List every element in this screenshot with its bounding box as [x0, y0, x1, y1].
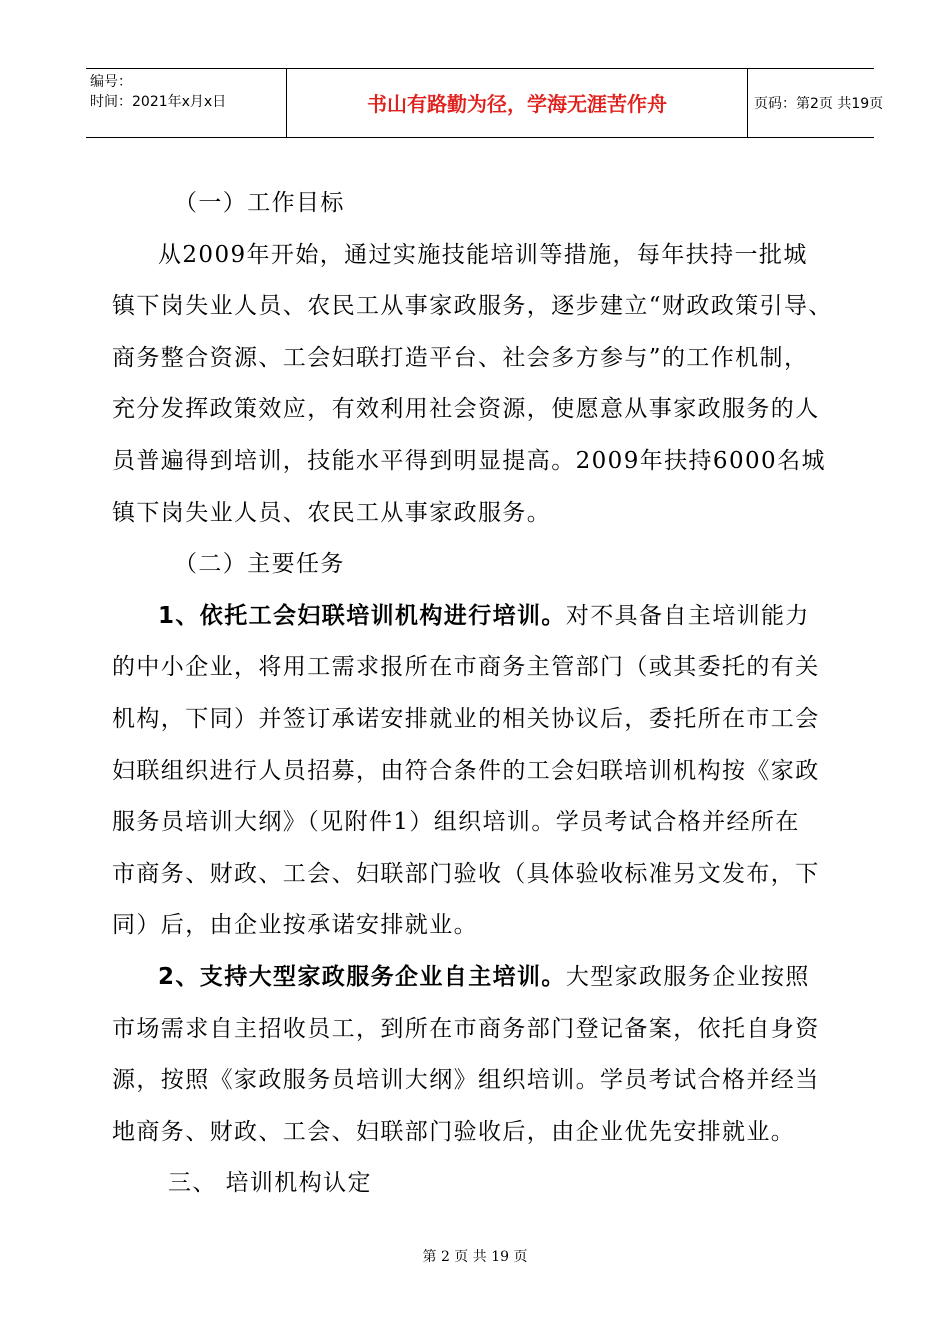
paragraph-line: 机构，下同）并签订承诺安排就业的相关协议后，委托所在市工会 [112, 705, 820, 732]
task-item-1-title: 1、依托工会妇联培训机构进行培训。 [158, 602, 566, 629]
header-motto: 书山有路勤为径，学海无涯苦作舟 [367, 92, 667, 116]
task-item-2-first-line [112, 952, 852, 1004]
task-item-1-first-line [112, 591, 852, 643]
paragraph-line: 市商务、财政、工会、妇联部门验收（具体验收标准另文发布，下 [112, 860, 820, 887]
paragraph-line: 服务员培训大纲》（见附件1）组织培训。学员考试合格并经所在 [112, 809, 800, 836]
paragraph-line: 的中小企业，将用工需求报所在市商务主管部门（或其委托的有关 [112, 654, 820, 681]
paragraph-line: 镇下岗失业人员、农民工从事家政服务，逐步建立“财政政策引导、 [112, 293, 833, 320]
paragraph-line: 充分发挥政策效应，有效利用社会资源，使愿意从事家政服务的人 [112, 396, 820, 423]
paragraph-line: 源，按照《家政服务员培训大纲》组织培训。学员考试合格并经当 [112, 1067, 820, 1094]
paragraph-line: 地商务、财政、工会、妇联部门验收后，由企业优先安排就业。 [112, 1118, 796, 1145]
section-heading-goals: （一）工作目标 [174, 190, 345, 216]
section-heading-tasks: （二）主要任务 [174, 551, 345, 578]
task-item-1-text: 对不具备自主培训能力 [565, 602, 810, 629]
header-meta-cell [86, 69, 286, 137]
task-item-2-title: 2、支持大型家政服务企业自主培训。 [158, 963, 566, 990]
document-body [112, 178, 852, 1210]
document-number-label: 编号： [90, 74, 132, 90]
task-item-2-text: 大型家政服务企业按照 [565, 963, 810, 990]
section-heading-institution: 三、 培训机构认定 [168, 1170, 372, 1197]
paragraph-line: 同）后，由企业按承诺安排就业。 [112, 912, 478, 939]
header-page-info: 页码：第2页 共19页 [754, 96, 884, 112]
header-motto-cell [286, 69, 748, 137]
paragraph-line: 妇联组织进行人员招募，由符合条件的工会妇联培训机构按《家政 [112, 757, 820, 784]
paragraph-line: 员普遍得到培训，技能水平得到明显提高。2009年扶持6000名城 [112, 447, 826, 474]
paragraph-line: 商务整合资源、工会妇联打造平台、社会多方参与”的工作机制， [112, 344, 809, 371]
paragraph-line: 从2009年开始，通过实施技能培训等措施，每年扶持一批城 [158, 241, 808, 268]
document-time-label: 时间：2021年x月x日 [90, 94, 227, 110]
page-header [86, 68, 884, 138]
header-page-cell [748, 69, 884, 137]
page-footer: 第 2 页 共 19 页 [422, 1249, 528, 1265]
paragraph-line: 镇下岗失业人员、农民工从事家政服务。 [112, 499, 552, 526]
paragraph-line: 市场需求自主招收员工，到所在市商务部门登记备案，依托自身资 [112, 1015, 820, 1042]
